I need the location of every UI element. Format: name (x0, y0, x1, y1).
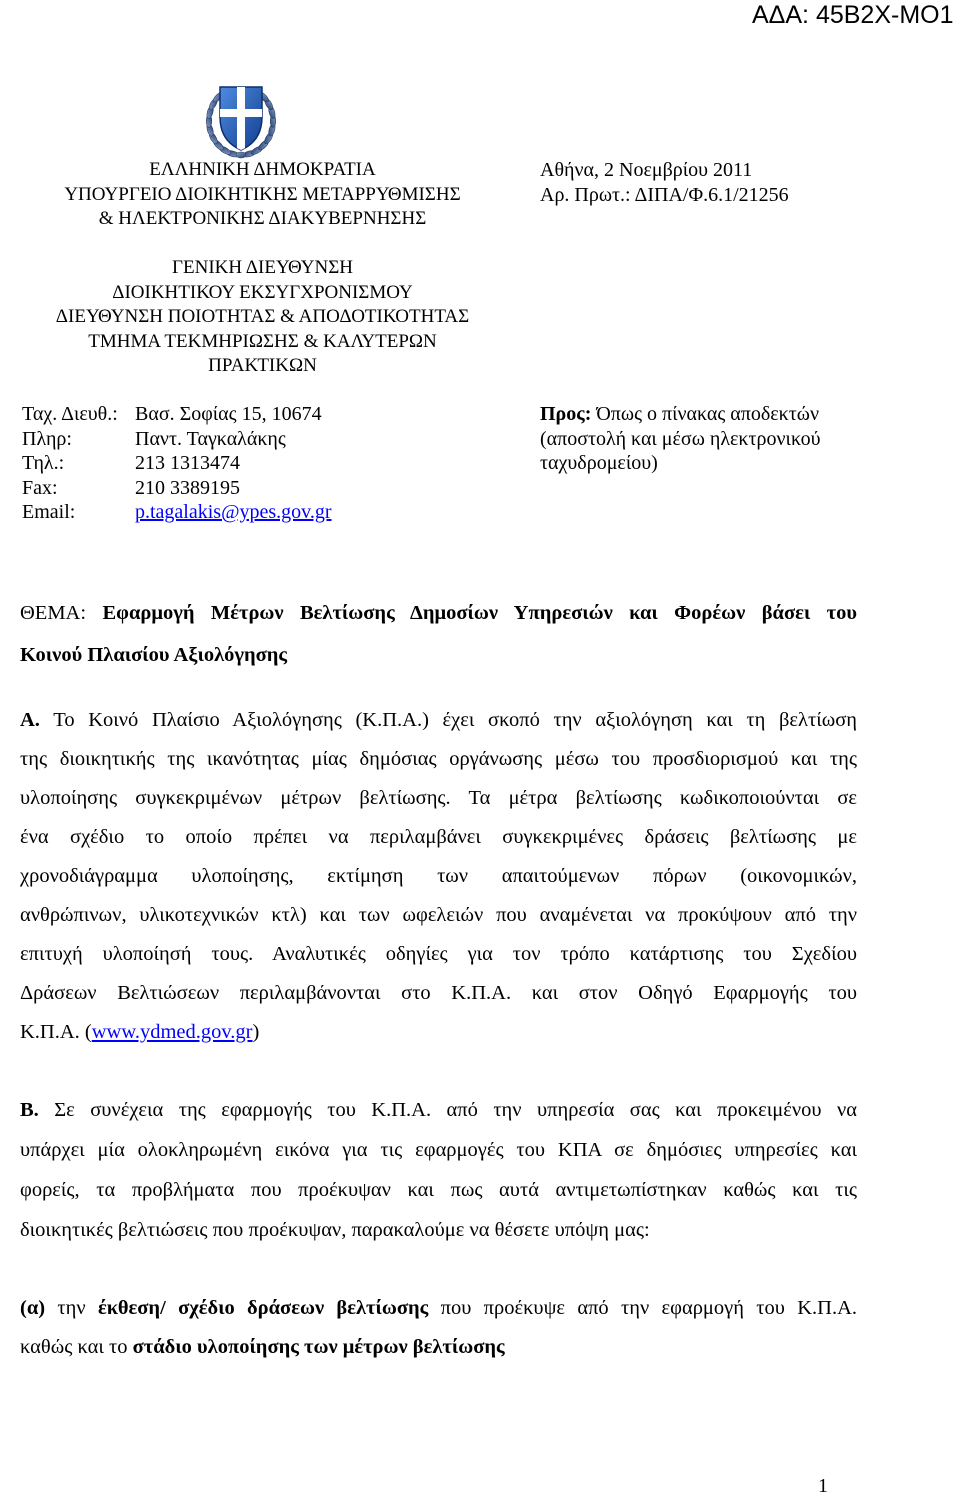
recipient-line: ταχυδρομείου) (540, 452, 658, 474)
paragraph-line: της διοικητικής της ικανότητας μίας δημόσιας οργάνωσης μέσω του προσδιορισμού και της (20, 747, 857, 770)
paragraph-line (20, 1013, 857, 1052)
date-protocol-block (540, 158, 789, 207)
contact-block (0, 402, 520, 525)
subject-line: Κοινού Πλαισίου Αξιολόγησης (20, 644, 288, 666)
subject-label: ΘΕΜΑ: (20, 602, 103, 624)
paragraph-text: που προέκυψε από την εφαρμογή του Κ.Π.Α. (428, 1296, 858, 1319)
email-link[interactable]: p.tagalakis@ypes.gov.gr (135, 501, 332, 523)
paragraph-line: υλοποίησης συγκεκριμένων μέτρων βελτίωσης. Τα μέτρα βελτίωσης κωδικοποιούνται σε (20, 786, 857, 809)
department-line: ΤΜΗΜΑ ΤΕΚΜΗΡΙΩΣΗΣ & ΚΑΛΥΤΕΡΩΝ (88, 330, 437, 352)
contact-row-fax (0, 476, 520, 501)
contact-value: Βασ. Σοφίας 15, 10674 (135, 403, 322, 425)
contact-row-address (0, 402, 520, 427)
contact-row-person (0, 427, 520, 452)
contact-row-phone (0, 451, 520, 476)
paragraph-bold-text: στάδιο υλοποίησης των μέτρων βελτίωσης (132, 1335, 505, 1358)
contact-label: Πληρ: (22, 427, 72, 450)
contact-label: Τηλ.: (22, 452, 65, 474)
paragraph-line: ανθρώπινων, υλικοτεχνικών κτλ) και των ωφελειών που αναμένεται να προκύψουν από την (20, 903, 857, 926)
recipient-block (540, 402, 820, 476)
ministry-header (0, 158, 525, 232)
paragraph-text: καθώς και το (20, 1335, 133, 1358)
section-b-label: Β. (20, 1099, 39, 1121)
contact-label: Email: (22, 501, 76, 523)
paragraph-text: ) (252, 1020, 260, 1043)
recipient-line (540, 402, 820, 427)
department-line: ΔΙΕΥΘΥΝΣΗ ΠΟΙΟΤΗΤΑΣ & ΑΠΟΔΟΤΙΚΟΤΗΤΑΣ (55, 306, 470, 327)
section-a-paragraph (20, 701, 857, 1052)
header-line: & ΗΛΕΚΤΡΟΝΙΚΗΣ ΔΙΑΚΥΒΕΡΝΗΣΗΣ (98, 208, 427, 229)
paragraph-line: υπάρχει μία ολοκληρωμένη εικόνα για τις εφαρμογές του ΚΠΑ σε δημόσιες υπηρεσίες και (20, 1139, 857, 1161)
paragraph-text: Κ.Π.Α. ( (20, 1020, 92, 1043)
paragraph-line: επιτυχή υλοποίησή τους. Αναλυτικές οδηγίες για τον τρόπο κατάρτισης του Σχεδίου (20, 942, 857, 965)
paragraph-line (20, 1090, 857, 1130)
contact-value: Παντ. Ταγκαλάκης (135, 427, 286, 450)
recipient-text: Όπως ο πίνακας αποδεκτών (591, 403, 820, 425)
contact-label: Fax: (22, 476, 58, 499)
greek-coat-of-arms-icon (203, 79, 279, 159)
paragraph-line (20, 1289, 857, 1328)
paragraph-line: ένα σχέδιο το οποίο πρέπει να περιλαμβάνει συγκεκριμένες δράσεις βελτίωσης με (20, 825, 857, 848)
protocol-number: Αρ. Πρωτ.: ΔΙΠΑ/Φ.6.1/21256 (540, 183, 789, 206)
contact-value: 213 1313474 (135, 452, 240, 474)
contact-value: 210 3389195 (135, 476, 240, 499)
subject-block (20, 592, 857, 676)
item-a-paragraph (20, 1289, 857, 1367)
page-number: 1 (818, 1475, 828, 1497)
paragraph-line: χρονοδιάγραμμα υλοποίησης, εκτίμηση των απαιτούμενων πόρων (οικονομικών, (20, 864, 857, 887)
department-line: ΠΡΑΚΤΙΚΩΝ (208, 355, 317, 376)
contact-label: Ταχ. Διευθ.: (22, 403, 118, 425)
paragraph-bold-text: έκθεση/ σχέδιο δράσεων βελτίωσης (97, 1296, 429, 1319)
recipient-line: (αποστολή και μέσω ηλεκτρονικού (540, 427, 821, 450)
header-line: ΕΛΛΗΝΙΚΗ ΔΗΜΟΚΡΑΤΙΑ (149, 159, 376, 180)
ada-code: ΑΔΑ: 45Β2Χ-ΜΟ1 (752, 1, 954, 29)
paragraph-text: Σε συνέχεια της εφαρμογής του Κ.Π.Α. από την υπηρεσία σας και προκειμένου να (38, 1099, 857, 1121)
subject-line (20, 592, 857, 634)
paragraph-line (20, 1328, 857, 1367)
department-block (0, 256, 525, 379)
department-line: ΔΙΟΙΚΗΤΙΚΟΥ ΕΚΣΥΓΧΡΟΝΙΣΜΟΥ (112, 281, 413, 303)
paragraph-line: φορείς, τα προβλήματα που προέκυψαν και πως αυτά αντιμετωπίστηκαν καθώς και τις (20, 1179, 857, 1201)
subject-title: Εφαρμογή Μέτρων Βελτίωσης Δημοσίων Υπηρεσιών και Φορέων βάσει του (102, 602, 857, 624)
recipient-label: Προς: (540, 403, 592, 425)
paragraph-line: διοικητικές βελτιώσεις που προέκυψαν, παρακαλούμε να θέσετε υπόψη μας: (20, 1219, 650, 1241)
document-date: Αθήνα, 2 Νοεμβρίου 2011 (540, 159, 753, 181)
department-line: ΓΕΝΙΚΗ ΔΙΕΥΘΥΝΣΗ (172, 257, 353, 278)
paragraph-text: Το Κοινό Πλαίσιο Αξιολόγησης (Κ.Π.Α.) έχει σκοπό την αξιολόγηση και τη βελτίωση (39, 708, 857, 731)
section-b-paragraph (20, 1090, 857, 1250)
website-link[interactable]: www.ydmed.gov.gr (91, 1020, 253, 1043)
item-a-label: (α) (20, 1296, 46, 1319)
paragraph-line: Δράσεων Βελτιώσεων περιλαμβάνονται στο Κ.Π.Α. και στον Οδηγό Εφαρμογής του (20, 981, 857, 1004)
header-line: ΥΠΟΥΡΓΕΙΟ ΔΙΟΙΚΗΤΙΚΗΣ ΜΕΤΑΡΡΥΘΜΙΣΗΣ (64, 183, 461, 205)
contact-row-email (0, 500, 520, 525)
paragraph-text: την (45, 1296, 98, 1319)
paragraph-line (20, 701, 857, 740)
section-a-label: Α. (20, 708, 40, 731)
